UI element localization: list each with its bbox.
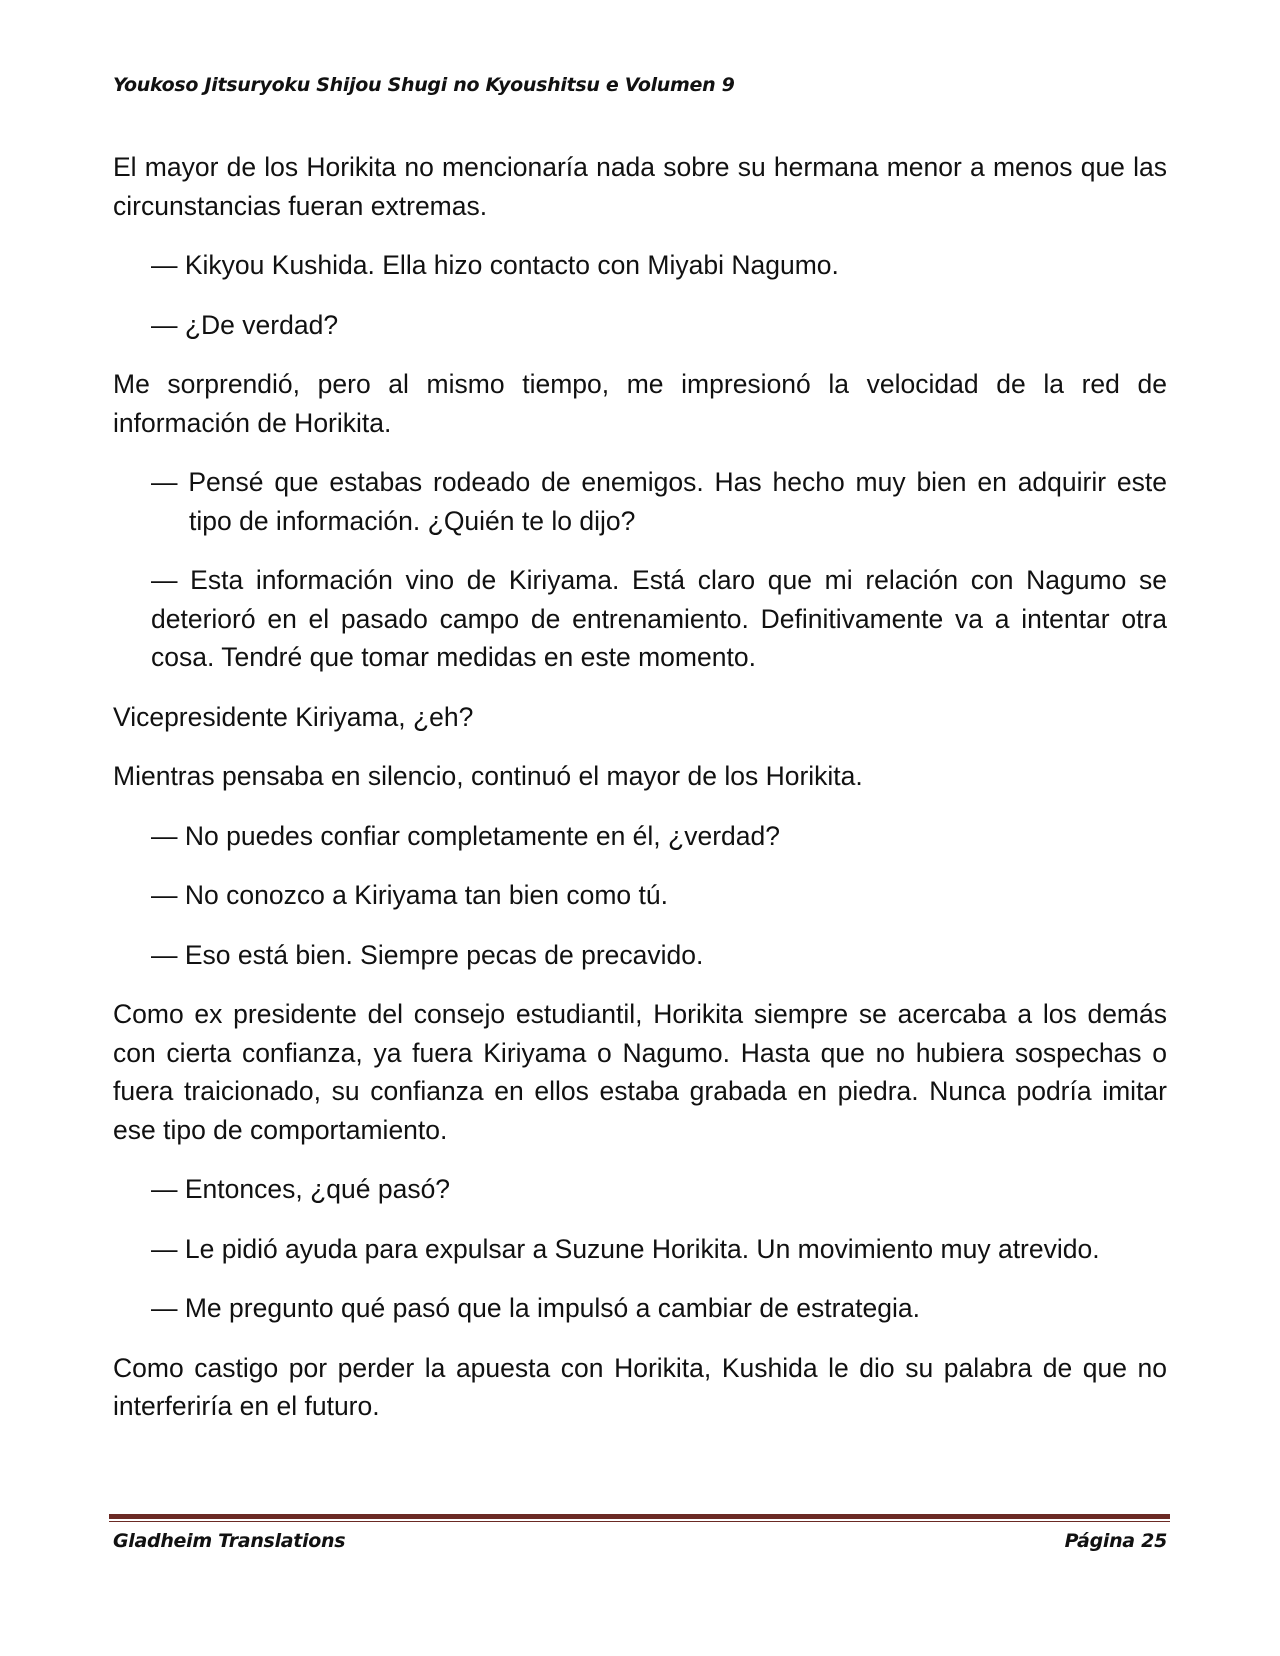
- paragraph: El mayor de los Horikita no mencionaría nada sobre su hermana menor a menos que las circunstancias fueran extremas.: [113, 152, 1167, 221]
- dialogue-line: — ¿De verdad?: [151, 309, 339, 340]
- dialogue-line: — Kikyou Kushida. Ella hizo contacto con Miyabi Nagumo.: [151, 250, 839, 280]
- dialogue-line: — Pensé que estabas rodeado de enemigos. Has hecho muy bien en adquirir este tipo de información. ¿Quién te lo dijo?: [151, 467, 1167, 536]
- dialogue-line: — Le pidió ayuda para expulsar a Suzune Horikita. Un movimiento muy atrevido.: [151, 1233, 1100, 1264]
- dialogue-line: — Entonces, ¿qué pasó?: [151, 1174, 451, 1204]
- paragraph: Como ex presidente del consejo estudiantil, Horikita siempre se acercaba a los demás con cierta confianza, ya fuera Kiriyama o Nagumo. Hasta que no hubiera sospechas o fuera traicionado, su confianza en ellos estaba grabada en piedra. Nunca podría imitar ese tipo de comportamiento.: [113, 999, 1167, 1145]
- footer-divider: [109, 1514, 1170, 1519]
- dialogue-line: — Esta información vino de Kiriyama. Está claro que mi relación con Nagumo se deterioró en el pasado campo de entrenamiento. Definitivamente va a intentar otra cosa. Tendré que tomar medidas en este momento.: [151, 565, 1167, 672]
- dialogue-line: — Eso está bien. Siempre pecas de precavido.: [151, 939, 704, 970]
- paragraph: Vicepresidente Kiriyama, ¿eh?: [113, 701, 474, 732]
- paragraph: Como castigo por perder la apuesta con Horikita, Kushida le dio su palabra de que no interferiría en el futuro.: [113, 1352, 1167, 1421]
- page-body: [113, 148, 1167, 1447]
- dialogue-line: — No puedes confiar completamente en él, ¿verdad?: [151, 820, 780, 851]
- paragraph: Mientras pensaba en silencio, continuó el mayor de los Horikita.: [113, 761, 863, 791]
- dialogue-line: — No conozco a Kiriyama tan bien como tú.: [151, 880, 668, 910]
- footer-divider-thin: [109, 1521, 1170, 1522]
- footer-publisher: Gladheim Translations: [113, 1530, 346, 1552]
- page-number: Página 25: [1064, 1530, 1167, 1552]
- page-header-title: Youkoso Jitsuryoku Shijou Shugi no Kyoushitsu e Volumen 9: [113, 74, 735, 96]
- paragraph: Me sorprendió, pero al mismo tiempo, me impresionó la velocidad de la red de información de Horikita.: [113, 369, 1167, 438]
- dialogue-line: — Me pregunto qué pasó que la impulsó a cambiar de estrategia.: [151, 1293, 920, 1323]
